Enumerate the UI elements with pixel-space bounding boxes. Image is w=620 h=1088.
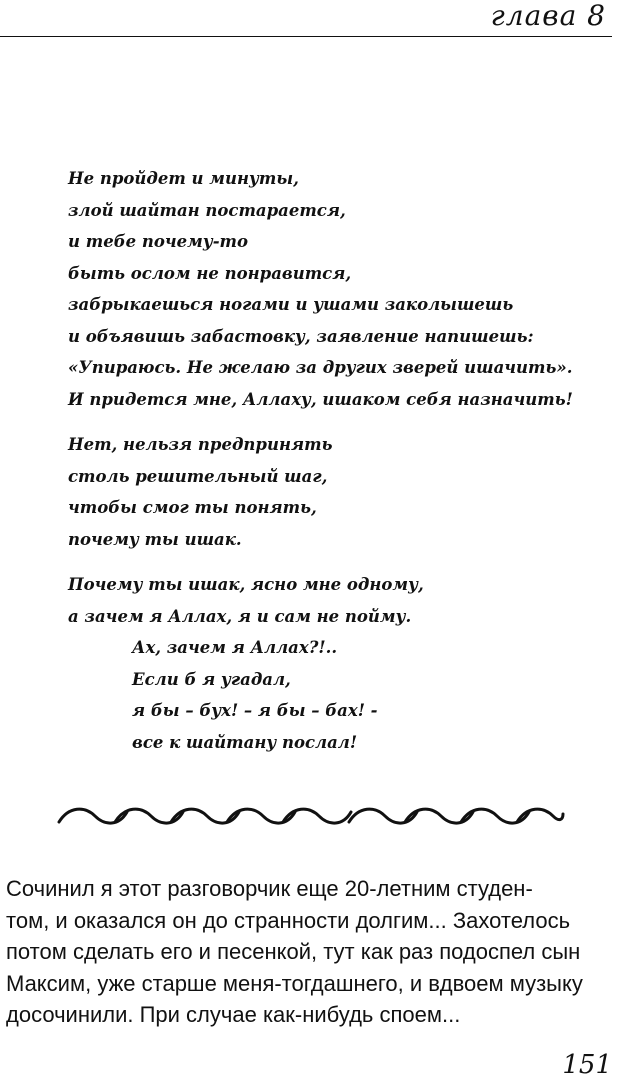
poem-line-indented: все к шайтану послал! — [132, 732, 358, 752]
prose-line: потом сделать его и песенкой, тут как раз подоспел сын — [6, 939, 581, 964]
poem-line: Нет, нельзя предпринять — [68, 435, 333, 454]
poem-line: и тебе почему-то — [68, 232, 249, 251]
poem — [68, 163, 608, 772]
page-number: 151 — [562, 1050, 612, 1080]
poem-line: И придется мне, Аллаху, ишаком себя назначить! — [68, 389, 573, 409]
ornament-divider-icon — [55, 800, 565, 834]
poem-line-indented: Ах, зачем я Аллах?!.. — [132, 638, 338, 657]
prose-line: том, и оказался он до странности долгим... Захотелось — [6, 907, 571, 933]
poem-line: столь решительный шаг, — [68, 466, 328, 486]
poem-line: Не пройдет и минуты, — [68, 169, 299, 188]
poem-line: злой шайтан постарается, — [68, 200, 346, 220]
prose-line: досочинили. При случае как-нибудь споем... — [6, 1002, 461, 1027]
prose-paragraph — [6, 873, 614, 1031]
poem-line-indented: Если б я угадал, — [132, 669, 291, 689]
poem-line: а зачем я Аллах, я и сам не пойму. — [68, 606, 412, 626]
poem-line-indented: я бы – бух! – я бы – бах! - — [132, 701, 378, 720]
stanza-3 — [68, 569, 608, 758]
stanza-2 — [68, 429, 608, 555]
prose-line: Сочинил я этот разговорчик еще 20-летним студен- — [6, 876, 533, 901]
stanza-1 — [68, 163, 608, 415]
header-divider — [0, 36, 612, 37]
poem-line: почему ты ишак. — [68, 529, 242, 549]
poem-line: Почему ты ишак, ясно мне одному, — [68, 575, 424, 594]
chapter-header: глава 8 — [490, 0, 606, 32]
poem-line: и объявишь забастовку, заявление напишешь: — [68, 326, 534, 346]
poem-line: «Упираюсь. Не желаю за других зверей ишачить». — [68, 358, 573, 377]
poem-line: быть ослом не понравится, — [68, 263, 352, 283]
poem-line: забрыкаешься ногами и ушами заколышешь — [68, 295, 514, 314]
poem-line: чтобы смог ты понять, — [68, 498, 317, 517]
prose-line: Максим, уже старше меня-тогдашнего, и вдвоем музыку — [6, 970, 583, 996]
